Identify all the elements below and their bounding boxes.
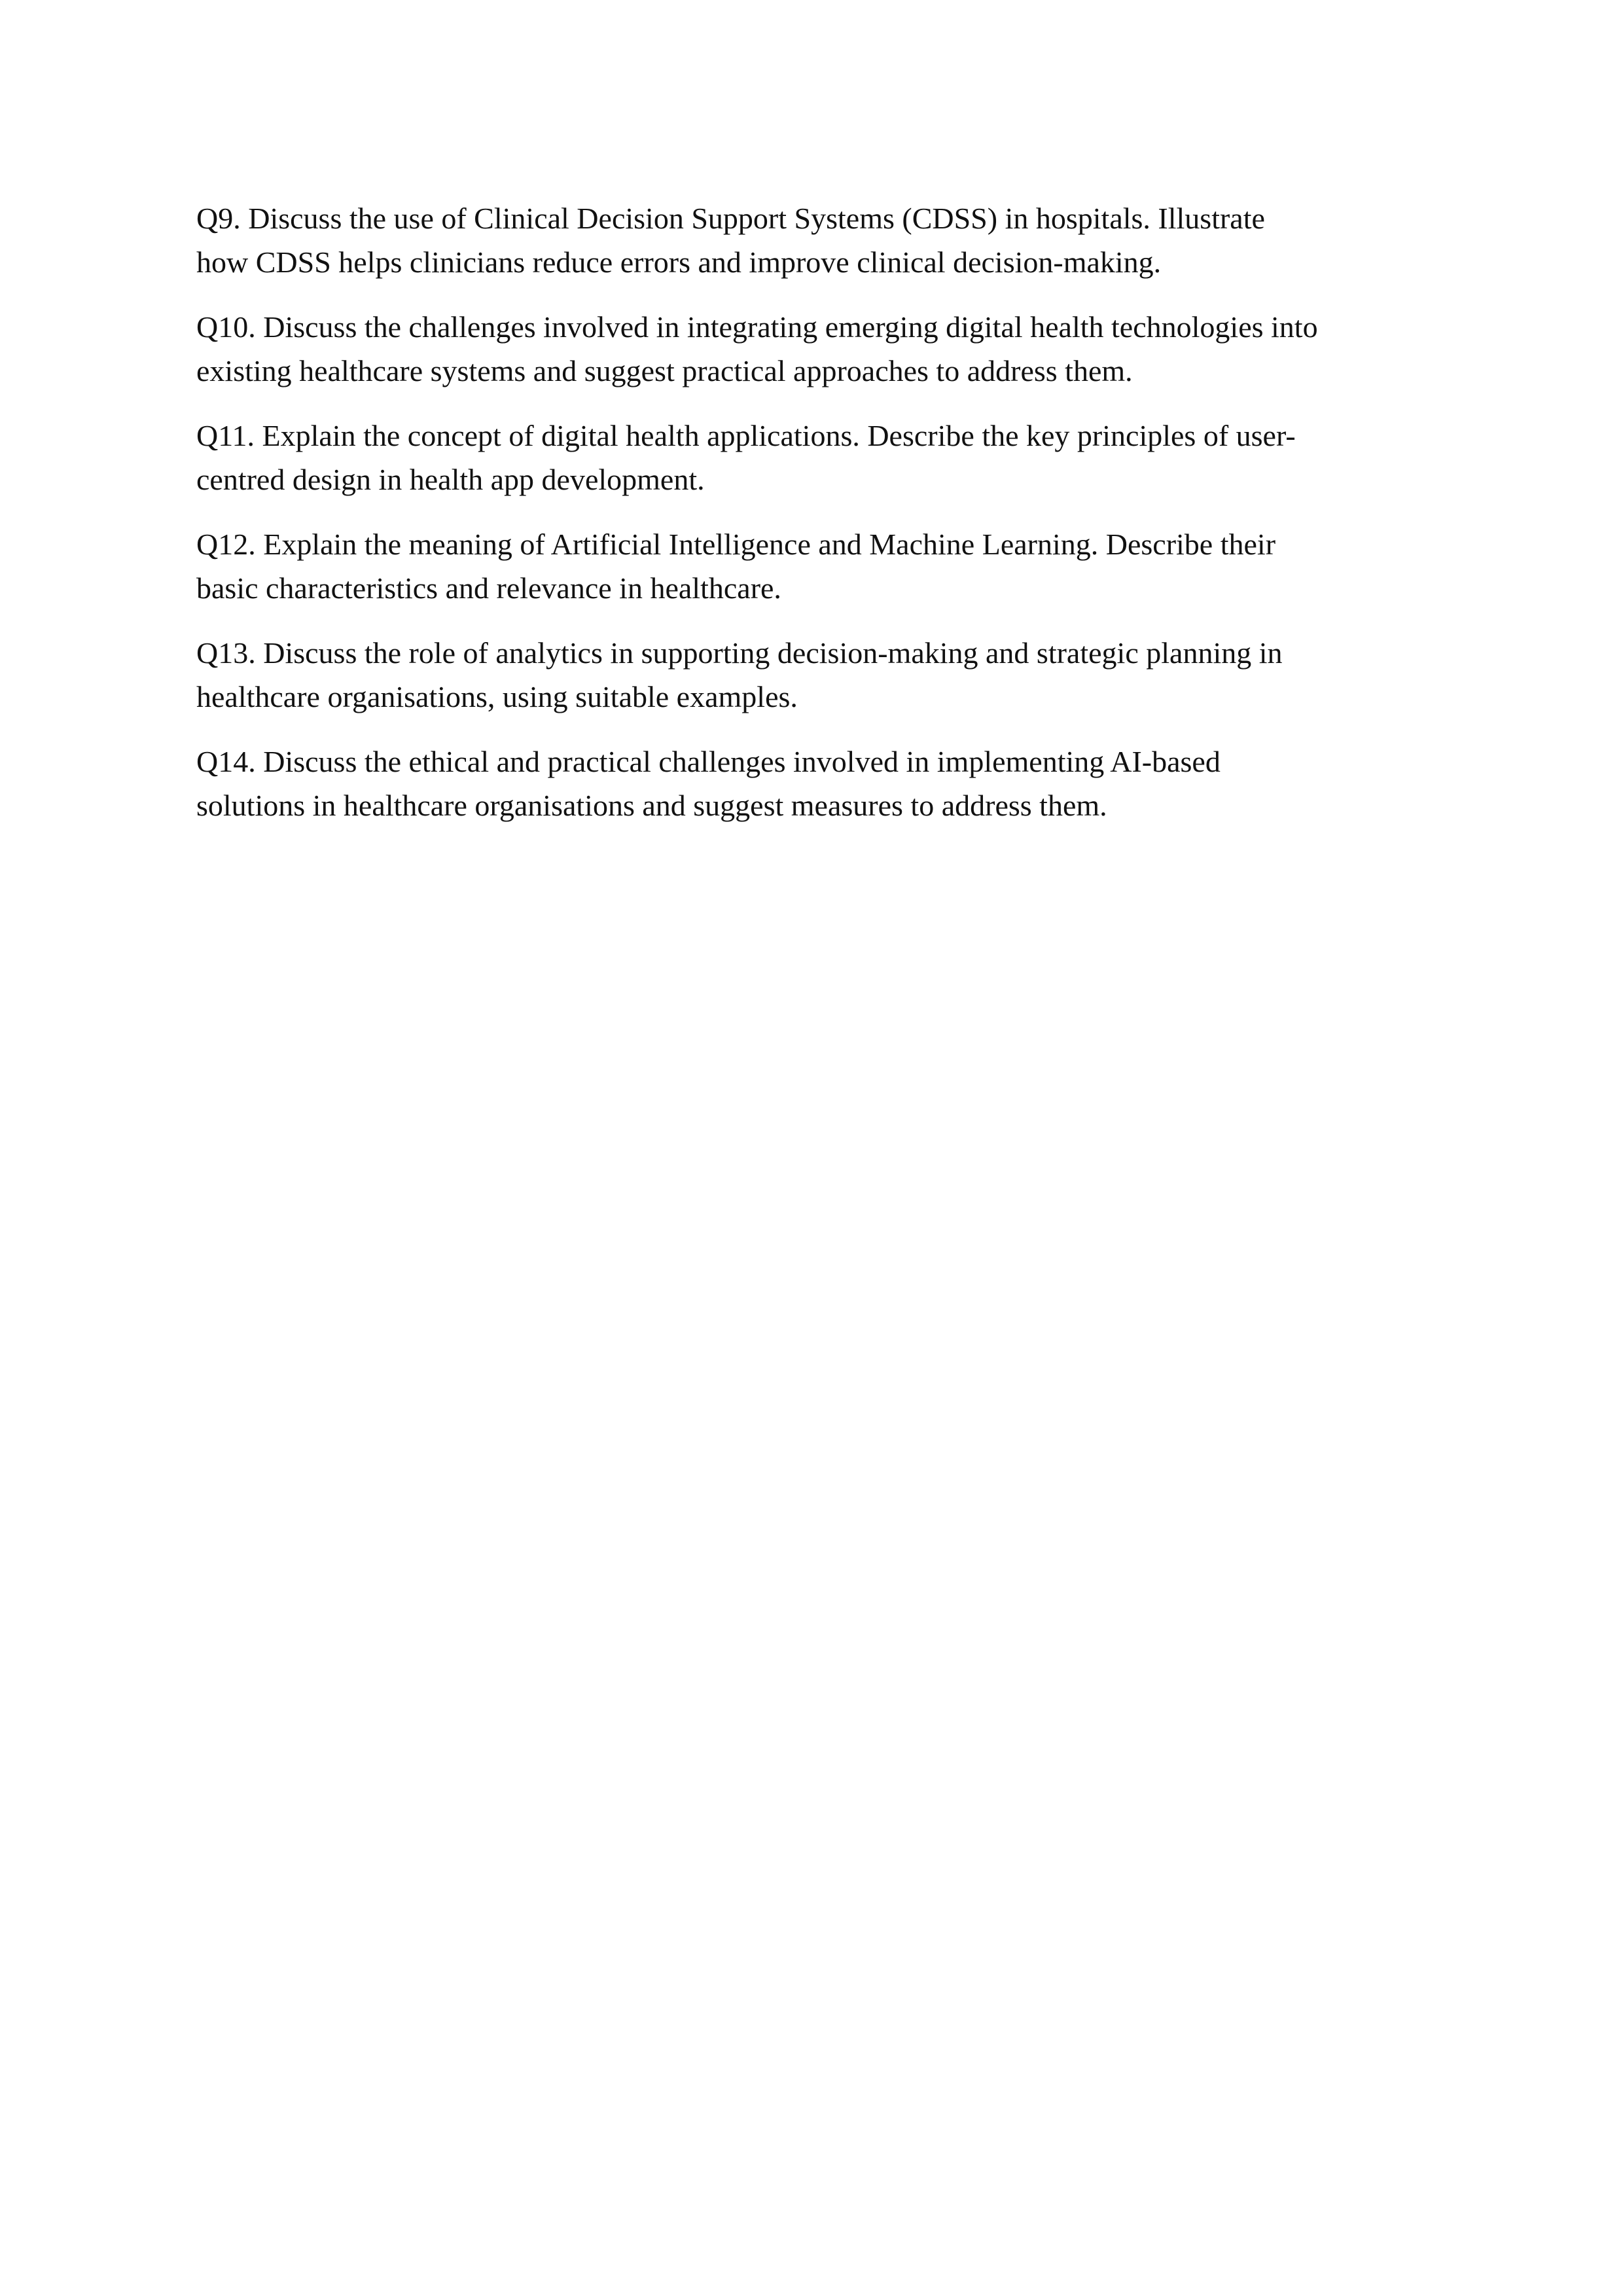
question-line: centred design in health app development.: [196, 463, 705, 496]
question-q9: [196, 196, 1440, 284]
question-q13: [196, 631, 1440, 719]
question-line: Q11. Explain the concept of digital health applications. Describe the key principles of user-: [196, 419, 1296, 452]
question-line: healthcare organisations, using suitable examples.: [196, 680, 798, 713]
question-line: Q12. Explain the meaning of Artificial Intelligence and Machine Learning. Describe their: [196, 528, 1276, 561]
question-line: how CDSS helps clinicians reduce errors and improve clinical decision-making.: [196, 245, 1162, 279]
question-line: Q14. Discuss the ethical and practical challenges involved in implementing AI-based: [196, 745, 1221, 778]
question-q12: [196, 522, 1440, 610]
question-line: solutions in healthcare organisations and suggest measures to address them.: [196, 789, 1107, 822]
question-q11: [196, 414, 1440, 501]
question-q10: [196, 305, 1440, 393]
question-line: existing healthcare systems and suggest practical approaches to address them.: [196, 354, 1133, 387]
question-q14: [196, 740, 1440, 827]
question-line: Q10. Discuss the challenges involved in integrating emerging digital health technologies into: [196, 310, 1318, 344]
question-list: [196, 196, 1440, 848]
question-line: basic characteristics and relevance in healthcare.: [196, 571, 781, 605]
question-line: Q9. Discuss the use of Clinical Decision Support Systems (CDSS) in hospitals. Illustrate: [196, 202, 1265, 235]
question-line: Q13. Discuss the role of analytics in supporting decision-making and strategic planning in: [196, 636, 1283, 670]
